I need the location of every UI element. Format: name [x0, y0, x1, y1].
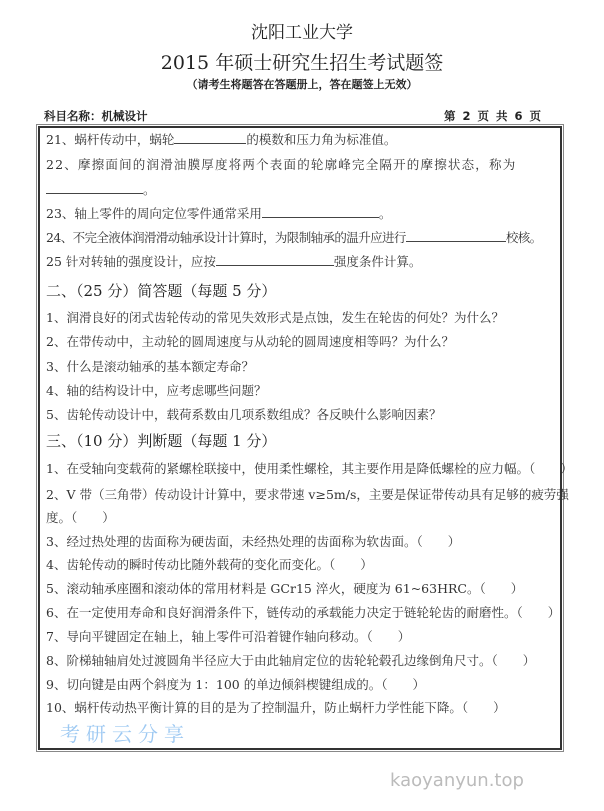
watermark-url: kaoyanyun.top [390, 770, 524, 791]
section-3-heading: 三、（10 分）判断题（每题 1 分） [46, 432, 277, 450]
short-question: 1、润滑良好的闭式齿轮传动的常见失效形式是点蚀，发生在轮齿的何处？为什么？ [46, 310, 504, 325]
short-question: 4、轴的结构设计中，应考虑哪些问题？ [46, 383, 267, 398]
judge-question: 5、滚动轴承座圈和滚动体的常用材料是 GCr15 淬火，硬度为 61~63HRC。（ ） [46, 581, 524, 596]
page-info: 第 2 页 共 6 页 [444, 109, 542, 123]
judge-question: 1、在受轴向变载荷的紧螺栓联接中，使用柔性螺栓，其主要作用是降低螺栓的应力幅。（ ） [46, 461, 573, 476]
exam-note: （请考生将题答在答题册上，答在题签上无效） [186, 78, 418, 91]
judge-question: 10、蜗杆传动热平衡计算的目的是为了控制温升，防止蜗杆力学性能下降。（ ） [46, 700, 506, 715]
judge-question-cont: 度。（ ） [46, 510, 115, 525]
judge-question: 8、阶梯轴轴肩处过渡圆角半径应大于由此轴肩定位的齿轮轮毂孔边缘倒角尺寸。（ ） [46, 653, 536, 668]
section-2-heading: 二、（25 分）简答题（每题 5 分） [46, 282, 277, 300]
judge-question: 4、齿轮传动的瞬时传动比随外载荷的变化而变化。（ ） [46, 557, 373, 572]
answer-blank [262, 206, 379, 218]
answer-blank [406, 230, 506, 242]
question-25: 25 针对转轴的强度设计，应按 强度条件计算。 [46, 254, 422, 269]
university-name: 沈阳工业大学 [251, 23, 353, 43]
question-22-cont: 。 [46, 180, 156, 198]
judge-question: 6、在一定使用寿命和良好润滑条件下，链传动的承载能力决定于链轮轮齿的耐磨性。（ ） [46, 605, 561, 620]
judge-question: 7、导向平键固定在轴上，轴上零件可沿着键作轴向移动。（ ） [46, 629, 411, 644]
watermark-text: 考研云分享 [60, 722, 190, 746]
short-question: 5、齿轮传动设计中，载荷系数由几项系数组成？各反映什么影响因素？ [46, 407, 442, 422]
answer-blank [216, 254, 334, 266]
answer-blank [174, 132, 246, 144]
short-question: 2、在带传动中，主动轮的圆周速度与从动轮的圆周速度相等吗？为什么？ [46, 334, 454, 349]
question-24: 24、不完全液体润滑滑动轴承设计计算时，为限制轴承的温升应进行 校核。 [46, 230, 542, 245]
judge-question: 2、V 带（三角带）传动设计计算中，要求带速 v≥5m/s，主要是保证带传动具有足够的疲劳强 [46, 487, 569, 502]
question-23: 23、轴上零件的周向定位零件通常采用 。 [46, 206, 392, 221]
answer-blank [46, 182, 143, 194]
question-22: 22、摩擦面间的润滑油膜厚度将两个表面的轮廓峰完全隔开的摩擦状态，称为 [46, 157, 517, 172]
question-21: 21、蜗杆传动中，蜗轮 的模数和压力角为标准值。 [46, 132, 397, 147]
subject-name: 科目名称：机械设计 [44, 109, 148, 123]
exam-title: 2015 年硕士研究生招生考试题签 [160, 52, 444, 74]
short-question: 3、什么是滚动轴承的基本额定寿命？ [46, 359, 254, 374]
judge-question: 3、经过热处理的齿面称为硬齿面，未经热处理的齿面称为软齿面。（ ） [46, 534, 461, 549]
judge-question: 9、切向键是由两个斜度为 1：100 的单边倾斜楔键组成的。（ ） [46, 677, 425, 692]
